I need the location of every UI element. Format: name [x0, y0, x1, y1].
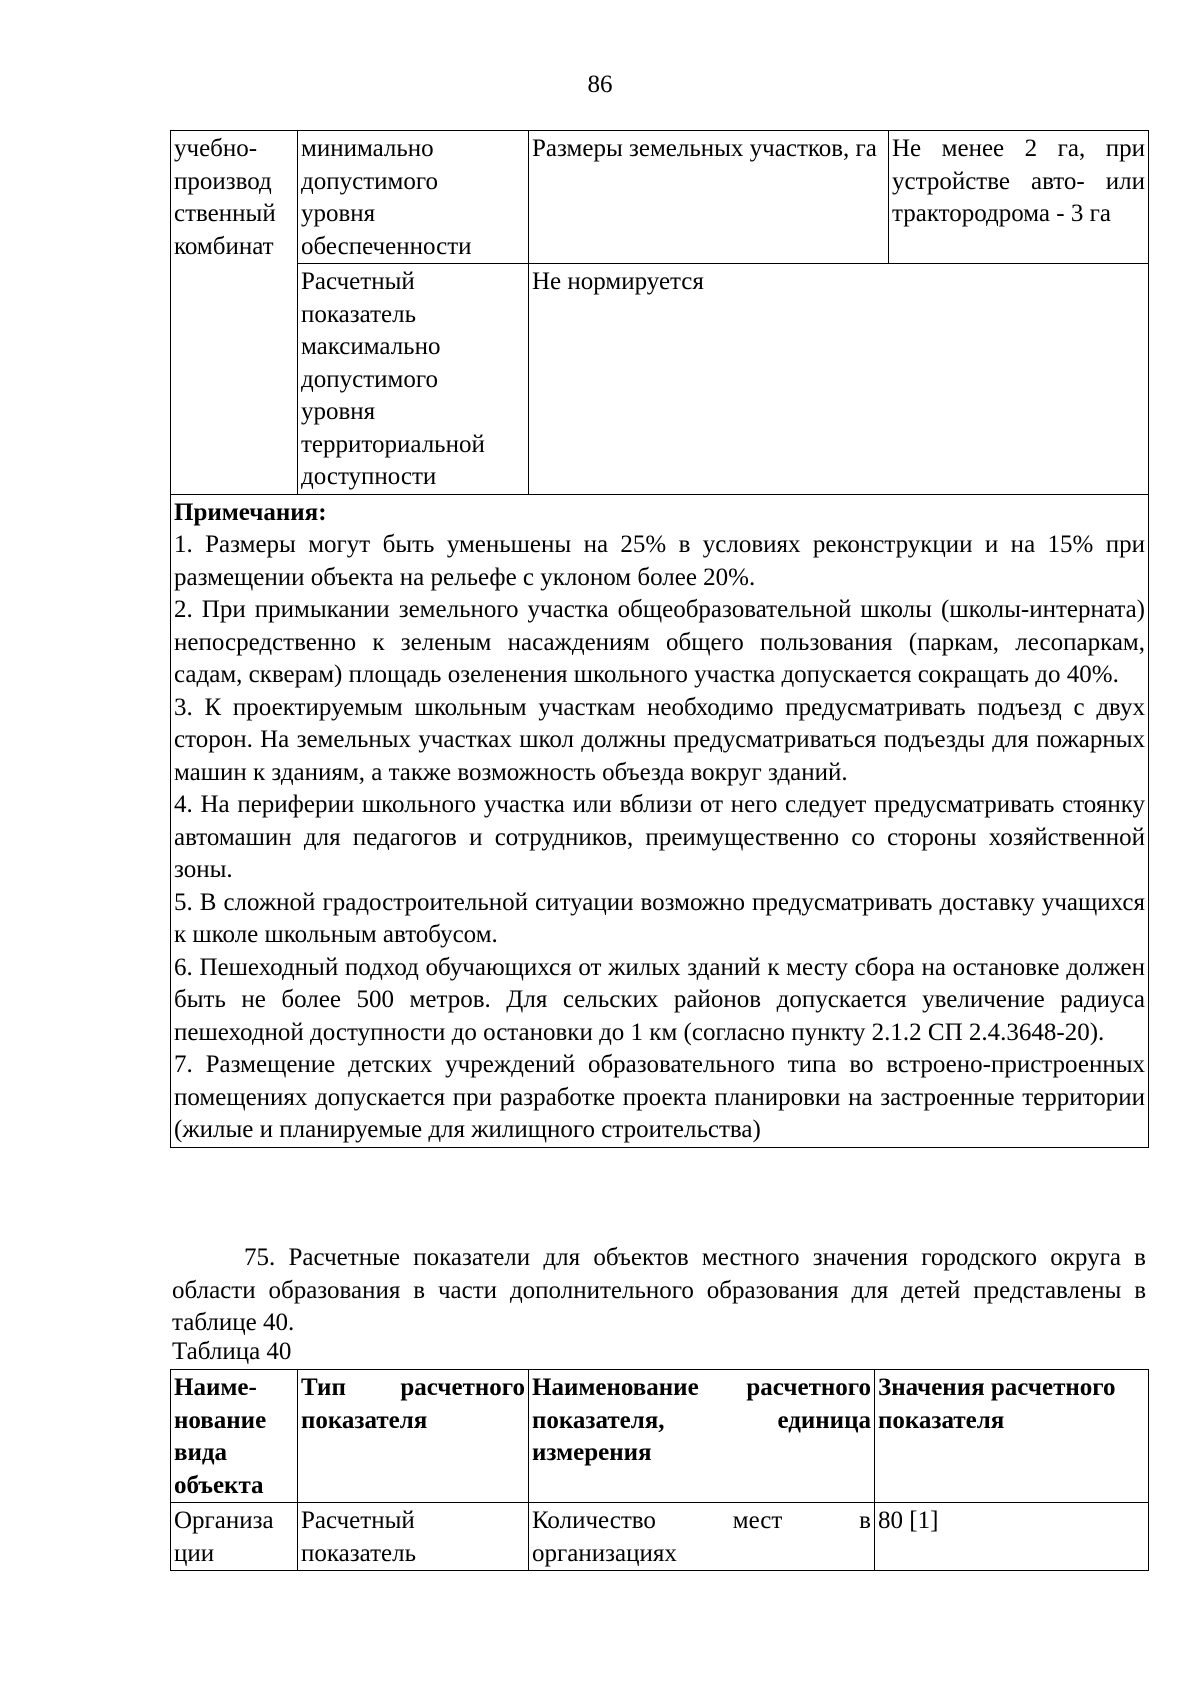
header-indicator-type: Тип расчетного показателя: [298, 1370, 529, 1503]
table-row: [171, 131, 1149, 264]
table-header-row: [171, 1370, 1149, 1503]
cell-line: уровня: [301, 200, 376, 227]
page-number: 86: [587, 71, 613, 98]
notes-cell: [171, 494, 1149, 1147]
note-item: 4. На периферии школьного участка или вблизи от него следует предусматривать стоянку автомашин для педагогов и сотрудников, преимущественно со стороны хозяйственной зоны.: [174, 791, 1145, 883]
table-row: [171, 264, 1149, 495]
cell-line: ции: [174, 1539, 215, 1567]
cell-line: ственный: [174, 200, 276, 227]
note-item: 2. При примыкании земельного участка общеобразовательной школы (школы-интерната) непосредственно к зеленым насаждениям общего пользования (паркам, лесопаркам, садам, скверам) площадь озеленения школьного участка допускается сокращать до 40%.: [174, 596, 1145, 688]
indicator-type-cell: [298, 1503, 529, 1571]
note-item: 1. Размеры могут быть уменьшены на 25% в условиях реконструкции и на 15% при размещении объекта на рельефе с уклоном более 20%.: [174, 531, 1145, 591]
cell-line: Наиме-: [174, 1374, 257, 1401]
cell-line: обеспеченности: [301, 232, 472, 260]
cell-line: производ: [174, 167, 272, 195]
cell-line: Расчетный: [301, 1507, 415, 1534]
indicator-name-cell: Количество мест в организациях: [529, 1503, 875, 1571]
indicator-value-cell: Не менее 2 га, при устройстве авто- или трактородрома - 3 га: [889, 131, 1149, 264]
cell-line: допустимого: [301, 365, 438, 393]
table-40: [170, 1369, 1149, 1571]
standards-table-continuation: [170, 130, 1149, 1148]
cell-line: Организа: [174, 1507, 274, 1534]
header-indicator-name: Наименование расчетного показателя, единица измерения: [529, 1370, 875, 1503]
table-row: [171, 1503, 1149, 1571]
cell-line: минимально: [301, 135, 434, 162]
object-name-cell: [171, 131, 298, 495]
indicator-name-cell: Размеры земельных участков, га: [529, 131, 889, 264]
indicator-value-cell: 80 [1]: [875, 1503, 1149, 1571]
indicator-type-cell: [298, 131, 529, 264]
object-name-cell: [171, 1503, 298, 1571]
cell-line: вида: [174, 1439, 228, 1466]
cell-line: объекта: [174, 1471, 264, 1499]
paragraph-text: 75. Расчетные показатели для объектов местного значения городского округа в области образования в части дополнительного образования для детей представлены в таблице 40.: [172, 1244, 1146, 1336]
indicator-type-cell: [298, 264, 529, 495]
cell-line: учебно-: [174, 135, 258, 162]
note-item: 5. В сложной градостроительной ситуации возможно предусматривать доставку учащихся к школе школьным автобусом.: [174, 888, 1145, 948]
cell-line: нование: [174, 1406, 267, 1434]
header-object-name: [171, 1370, 298, 1503]
note-item: 3. К проектируемым школьным участкам необходимо предусматривать подъезд с двух сторон. На земельных участках школ должны предусматриваться подъезды для пожарных машин к зданиям, а также возможность объезда вокруг зданий.: [174, 693, 1145, 786]
cell-line: доступности: [301, 463, 437, 490]
notes-title: Примечания:: [174, 498, 327, 526]
notes-row: [171, 494, 1149, 1147]
cell-line: допустимого: [301, 167, 438, 195]
cell-line: уровня: [301, 398, 376, 425]
cell-line: Расчетный: [301, 268, 415, 295]
cell-line: показатель: [301, 300, 416, 328]
cell-line: территориальной: [301, 430, 485, 458]
cell-line: комбинат: [174, 232, 274, 260]
indicator-name-cell: Не нормируется: [529, 264, 1149, 495]
header-indicator-value: Значения расчетного показателя: [875, 1370, 1149, 1503]
cell-line: максимально: [301, 333, 441, 360]
table-caption: Таблица 40: [172, 1338, 292, 1365]
cell-line: показатель: [301, 1539, 416, 1567]
note-item: 6. Пешеходный подход обучающихся от жилых зданий к месту сбора на остановке должен быть не более 500 метров. Для сельских районов допускается увеличение радиуса пешеходной доступности до остановки до 1 км (согласно пункту 2.1.2 СП 2.4.3648-20).: [174, 953, 1145, 1046]
note-item: 7. Размещение детских учреждений образовательного типа во встроено-пристроенных помещениях допускается при разработке проекта планировки на застроенные территории (жилые и планируемые для жилищного строительства): [174, 1051, 1145, 1143]
body-paragraph: [172, 1242, 1146, 1340]
